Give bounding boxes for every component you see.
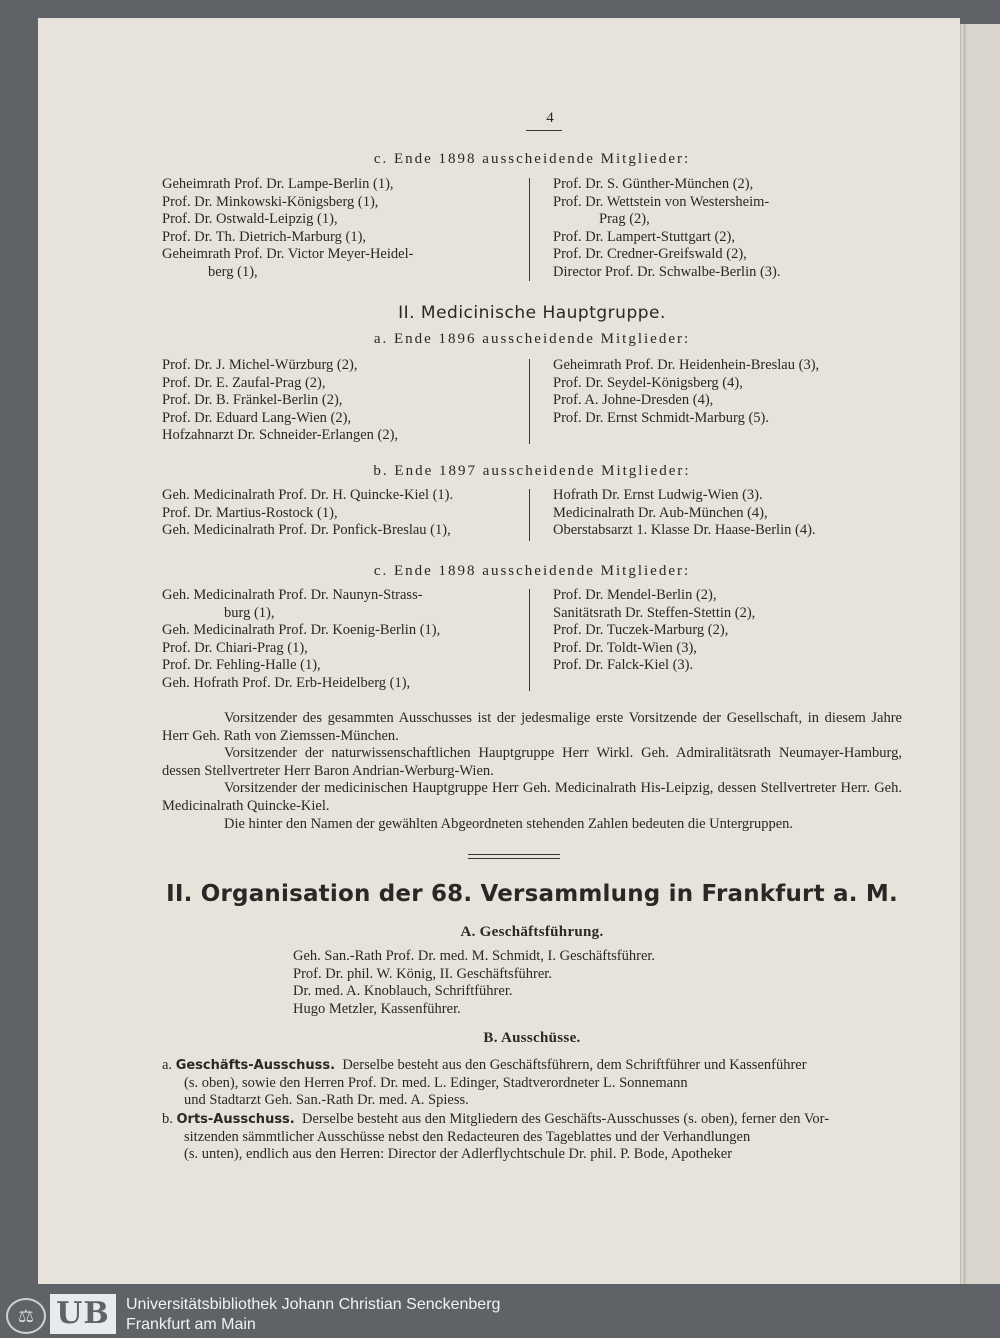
member-line: Geh. Medicinalrath Prof. Dr. Ponfick-Breslau (1), <box>162 522 451 539</box>
item-prefix: a. <box>162 1057 173 1073</box>
page-number: 4 <box>546 110 554 126</box>
member-line: Geheimrath Prof. Dr. Lampe-Berlin (1), <box>162 176 394 192</box>
member-line: Prof. Dr. E. Zaufal-Prag (2), <box>162 374 326 391</box>
next-page-edge <box>960 24 1000 1284</box>
page-number-rule <box>526 130 562 131</box>
member-line: Prof. Dr. J. Michel-Würzburg (2), <box>162 357 358 373</box>
column-divider <box>529 359 530 444</box>
member-line: Oberstabsarzt 1. Klasse Dr. Haase-Berlin (4). <box>553 522 816 539</box>
committee-text: Derselbe besteht aus den Mitgliedern des Geschäfts-Ausschusses (s. oben), ferner den Vor- <box>301 1111 830 1127</box>
section-I-c-right-column <box>553 176 781 282</box>
double-rule-divider <box>468 854 560 859</box>
section-II-a-heading: a. Ende 1896 ausscheidende Mitglieder: <box>373 331 691 347</box>
member-line: Geh. Medicinalrath Prof. Dr. H. Quincke-Kiel (1). <box>162 487 454 503</box>
section-II-c-left-column <box>162 587 440 693</box>
committee-text: sitzenden sämmtlicher Ausschüsse nebst den Redacteuren des Tageblattes und der Verhandlungen <box>184 1128 751 1145</box>
section-I-c-left-column <box>162 176 413 282</box>
section-II-b-left-column <box>162 487 453 540</box>
member-line: Prof. Dr. Chiari-Prag (1), <box>162 639 308 656</box>
member-line: Prof. Dr. Mendel-Berlin (2), <box>553 587 717 603</box>
member-line: Geh. Medicinalrath Prof. Dr. Koenig-Berlin (1), <box>162 622 441 639</box>
column-divider <box>529 589 530 691</box>
ub-logo: UB <box>50 1294 116 1334</box>
committee-text: (s. oben), sowie den Herren Prof. Dr. med. L. Edinger, Stadtverordneter L. Sonnemann <box>184 1074 688 1091</box>
section-II-c-right-column <box>553 587 755 675</box>
committee-item <box>162 1057 902 1110</box>
paragraph: Vorsitzender der naturwissenschaftlichen Hauptgruppe Herr Wirkl. Geh. Admiralitätsrath Neumayer-Hamburg, dessen Stellvertreter Herr Baron Andrian-Werburg-Wien. <box>162 745 902 779</box>
paragraph: Die hinter den Namen der gewählten Abgeordneten stehenden Zahlen bedeuten die Untergruppen. <box>224 815 794 832</box>
member-line: Director Prof. Dr. Schwalbe-Berlin (3). <box>553 263 781 280</box>
section-II-title: II. Medicinische Hauptgruppe. <box>398 303 666 323</box>
committee-text: (s. unten), endlich aus den Herren: Director der Adlerflychtschule Dr. phil. P. Bode, Apotheker <box>184 1146 733 1163</box>
geschaeftsfuehrung-list <box>293 948 655 1018</box>
member-line: Prof. Dr. Wettstein von Westersheim- <box>553 193 770 210</box>
member-line: Prof. Dr. Th. Dietrich-Marburg (1), <box>162 228 367 245</box>
staff-line: Dr. med. A. Knoblauch, Schriftführer. <box>293 983 513 1000</box>
member-line: Prof. Dr. Tuczek-Marburg (2), <box>553 622 729 639</box>
library-footer <box>0 1290 1000 1338</box>
section-II-a-right-column <box>553 357 819 427</box>
member-line: Geh. Hofrath Prof. Dr. Erb-Heidelberg (1), <box>162 674 411 691</box>
member-line: Prof. Dr. S. Günther-München (2), <box>553 176 754 192</box>
section-I-c-heading: c. Ende 1898 ausscheidende Mitglieder: <box>373 151 691 167</box>
member-line: Prof. Dr. Ostwald-Leipzig (1), <box>162 211 338 228</box>
item-prefix: b. <box>162 1111 173 1127</box>
member-line: Prag (2), <box>599 211 650 228</box>
geschaeftsfuehrung-title: A. Geschäftsführung. <box>460 924 604 940</box>
column-divider <box>529 489 530 541</box>
section-II-c-heading: c. Ende 1898 ausscheidende Mitglieder: <box>373 563 691 579</box>
member-line: Hofrath Dr. Ernst Ludwig-Wien (3). <box>553 487 763 503</box>
member-line: Medicinalrath Dr. Aub-München (4), <box>553 504 768 521</box>
member-line: Prof. Dr. Ernst Schmidt-Marburg (5). <box>553 409 769 426</box>
member-line: Prof. A. Johne-Dresden (4), <box>553 392 714 409</box>
member-line: Prof. Dr. Eduard Lang-Wien (2), <box>162 409 352 426</box>
member-line: Prof. Dr. B. Fränkel-Berlin (2), <box>162 392 343 409</box>
university-seal-icon: ⚖ <box>6 1298 46 1334</box>
member-line: Hofzahnarzt Dr. Schneider-Erlangen (2), <box>162 427 399 444</box>
chair-paragraphs <box>162 710 902 833</box>
member-line: Geheimrath Prof. Dr. Victor Meyer-Heidel- <box>162 246 414 263</box>
column-divider <box>529 178 530 281</box>
committee-item <box>162 1111 902 1164</box>
committee-text: und Stadtarzt Geh. San.-Rath Dr. med. A. Spiess. <box>184 1092 469 1109</box>
library-city: Frankfurt am Main <box>126 1316 256 1333</box>
paragraph: Vorsitzender der medicinischen Hauptgruppe Herr Geh. Medicinalrath His-Leipzig, dessen Stellvertreter Herr. Geh. Medicinalrath Quincke-Kiel. <box>162 780 902 814</box>
organisation-title: II. Organisation der 68. Versammlung in Frankfurt a. M. <box>166 881 898 907</box>
member-line: Prof. Dr. Minkowski-Königsberg (1), <box>162 193 379 210</box>
library-title: Universitätsbibliothek Johann Christian Senckenberg <box>126 1296 501 1313</box>
ausschuesse-title: B. Ausschüsse. <box>483 1030 581 1046</box>
document-page <box>38 18 960 1284</box>
section-II-a-left-column <box>162 357 398 445</box>
member-line: Prof. Dr. Credner-Greifswald (2), <box>553 246 747 263</box>
member-line: Sanitätsrath Dr. Steffen-Stettin (2), <box>553 604 756 621</box>
committee-label: Geschäfts-Ausschuss. <box>175 1058 336 1073</box>
member-line: Prof. Dr. Seydel-Königsberg (4), <box>553 374 743 391</box>
member-line: Geheimrath Prof. Dr. Heidenhein-Breslau (3), <box>553 357 820 373</box>
member-line: Prof. Dr. Toldt-Wien (3), <box>553 639 697 656</box>
committee-label: Orts-Ausschuss. <box>176 1112 295 1127</box>
member-line: Prof. Dr. Fehling-Halle (1), <box>162 657 321 674</box>
member-line: Prof. Dr. Lampert-Stuttgart (2), <box>553 228 736 245</box>
staff-line: Hugo Metzler, Kassenführer. <box>293 1000 461 1017</box>
staff-line: Prof. Dr. phil. W. König, II. Geschäftsführer. <box>293 965 552 982</box>
member-line: Geh. Medicinalrath Prof. Dr. Naunyn-Strass- <box>162 587 423 603</box>
committee-text: Derselbe besteht aus den Geschäftsführern, dem Schriftführer und Kassenführer <box>342 1057 807 1073</box>
member-line: Prof. Dr. Martius-Rostock (1), <box>162 504 338 521</box>
library-name <box>126 1295 500 1335</box>
member-line: Prof. Dr. Falck-Kiel (3). <box>553 657 694 674</box>
staff-line: Geh. San.-Rath Prof. Dr. med. M. Schmidt, I. Geschäftsführer. <box>293 948 656 964</box>
member-line: berg (1), <box>208 263 258 280</box>
member-line: burg (1), <box>224 604 275 621</box>
paragraph: Vorsitzender des gesammten Ausschusses ist der jedesmalige erste Vorsitzende der Gesellschaft, in diesem Jahre Herr Geh. Rath von Ziemssen-München. <box>162 710 902 744</box>
section-II-b-right-column <box>553 487 816 540</box>
section-II-b-heading: b. Ende 1897 ausscheidende Mitglieder: <box>373 463 691 479</box>
